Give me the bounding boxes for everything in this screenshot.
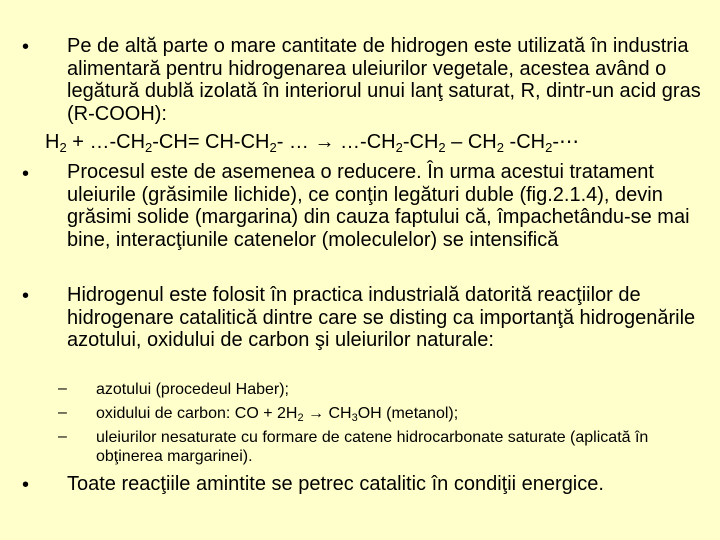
arrow-icon: → (314, 131, 335, 153)
bullet-text-industrial-use: Hidrogenul este folosit în practica industrială datorită reacţiilor de hidrogenare catalitică dintre care se disting ca importanţă hidrogenările azotului, oxidului de carbon şi uleiurilor naturale: (67, 284, 696, 351)
hydrogenation-equation: $H_2$ + $\dots-CH_2-CH= CH-CH_2-$ … → $\dots-CH_2-CH_2 - CH_2$ $-CH_2-\cdots$ (45, 131, 579, 155)
bullet-marker: • (22, 36, 30, 58)
bullet-text-hydrogenation-intro: Pe de altă parte o mare cantitate de hidrogen este utilizată în industria alimentară pentru hidrogenarea uleiurilor vegetale, acestea având o legătură dublă izolată în interiorul unui lanţ saturat, R, dintr-un acid gras (R-COOH): (67, 35, 701, 125)
sub-bullet-haber: azotului (procedeul Haber); (96, 381, 289, 398)
sub-bullet-marker: – (58, 380, 67, 397)
sub-bullet-methanol: oxidului de carbon: CO + $2H_2 \to CH_3OH$ (metanol); (96, 405, 459, 424)
bullet-text-catalytic-conditions: Toate reacţiile amintite se petrec catalitic în condiţii energice. (67, 473, 604, 495)
bullet-text-reduction-process: Procesul este de asemenea o reducere. În urma acestui tratament uleiurile (grăsimile lichide), ce conţin legături duble (fig.2.1.4), devin grăsimi solide (margarina) din cauza faptului că, împachetându-se mai bine, interacţiunile catenelor (moleculelor) se intensifică (67, 161, 690, 251)
sub-bullet-marker: – (58, 404, 67, 421)
bullet-marker: • (22, 285, 30, 307)
bullet-marker: • (22, 163, 30, 185)
sub-bullet-margarine: uleiurilor nesaturate cu formare de catene hidrocarbonate saturate (aplicată în obţinerea margarinei). (96, 429, 649, 465)
sub-bullet-marker: – (58, 428, 67, 445)
bullet-marker: • (22, 474, 30, 496)
